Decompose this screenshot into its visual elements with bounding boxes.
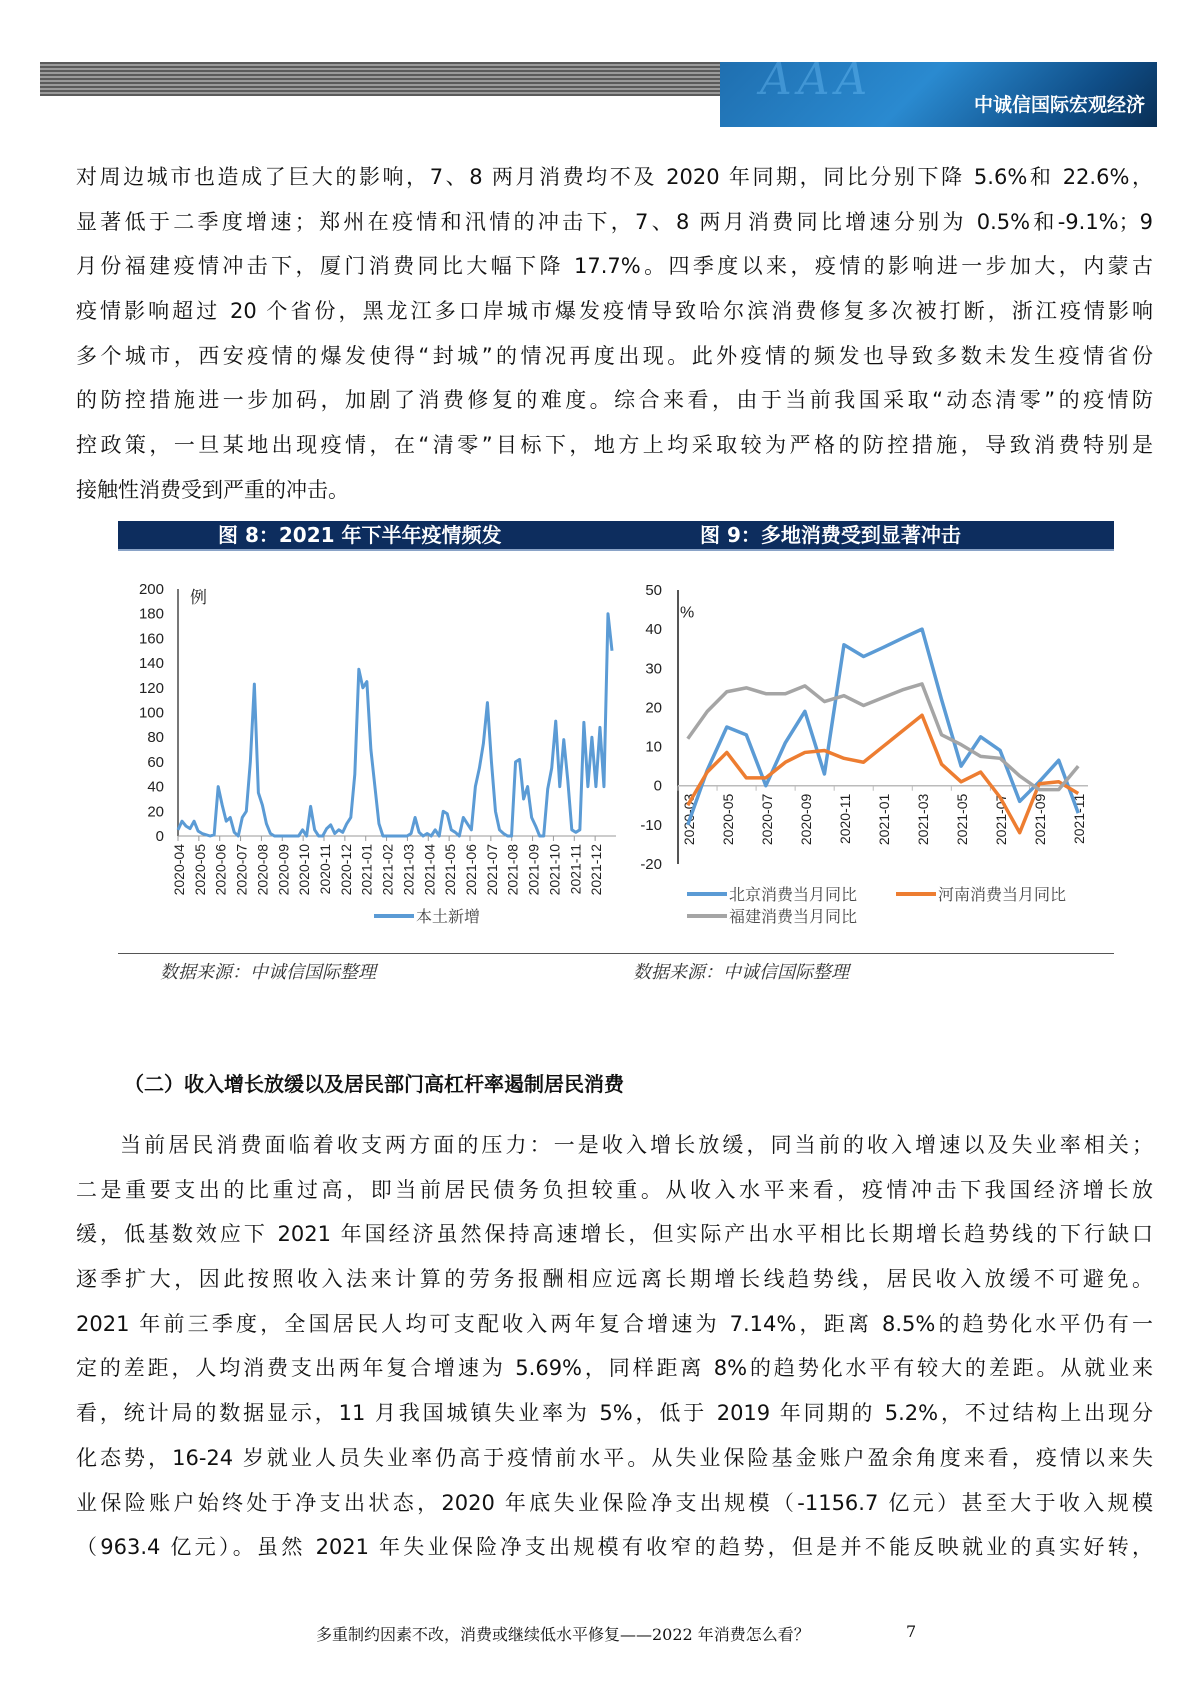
y-tick-label: 0 xyxy=(653,777,662,795)
y-tick-label: 10 xyxy=(645,738,662,756)
y-tick-label: 60 xyxy=(147,753,164,771)
y-tick-label: 20 xyxy=(645,699,662,717)
y-tick-label: 100 xyxy=(138,704,164,722)
figure-9-title: 图 9：多地消费受到显著冲击 xyxy=(700,523,961,547)
figure-8-title: 图 8：2021 年下半年疫情频发 xyxy=(218,523,502,547)
x-tick-label: 2021-07 xyxy=(483,844,500,896)
x-tick-label: 2021-10 xyxy=(546,844,563,896)
x-tick-label: 2021-07 xyxy=(993,793,1010,846)
x-tick-label: 2020-03 xyxy=(680,793,697,846)
figure-8-source: 数据来源：中诚信国际整理 xyxy=(160,962,376,983)
text-line: 月份福建疫情冲击下，厦门消费同比大幅下降 17.7%。四季度以来，疫情的影响进一步加大，内蒙古 xyxy=(76,254,1153,279)
x-tick-label: 2020-04 xyxy=(171,844,187,896)
x-tick-label: 2021-02 xyxy=(379,844,396,896)
x-tick-label: 2020-07 xyxy=(233,844,250,896)
text-line: 的防控措施进一步加码，加剧了消费修复的难度。综合来看，由于当前我国采取“动态清零”的疫情防 xyxy=(76,388,1153,413)
y-tick-label: 40 xyxy=(645,621,662,639)
x-tick-label: 2021-03 xyxy=(915,793,932,846)
text-line: 逐季扩大，因此按照收入法来计算的劳务报酬相应远离长期增长线趋势线，居民收入放缓不可避免。 xyxy=(76,1267,1153,1292)
x-tick-label: 2021-09 xyxy=(1032,793,1049,846)
text-line: 看，统计局的数据显示，11 月我国城镇失业率为 5%，低于 2019 年同期的 5.2%，不过结构上出现分 xyxy=(76,1401,1153,1426)
legend-label: 河南消费当月同比 xyxy=(938,887,1067,904)
text-line: 显著低于二季度增速；郑州在疫情和汛情的冲击下，7、8 两月消费同比增速分别为 0.5%和-9.1%；9 xyxy=(76,209,1153,234)
y-tick-label: 80 xyxy=(147,729,164,747)
legend-label: 本土新增 xyxy=(416,909,481,926)
x-tick-label: 2021-11 xyxy=(1071,793,1088,845)
text-line: 二是重要支出的比重过高，即当前居民债务负担较重。从收入水平来看，疫情冲击下我国经济增长放 xyxy=(76,1177,1153,1202)
y-tick-label: -20 xyxy=(640,856,662,873)
text-line: 疫情影响超过 20 个省份，黑龙江多口岸城市爆发疫情导致哈尔滨消费修复多次被打断，浙江疫情影响 xyxy=(76,299,1153,324)
brand-name: 中诚信国际宏观经济 xyxy=(973,94,1145,116)
x-tick-label: 2020-10 xyxy=(296,844,313,896)
x-tick-label: 2020-07 xyxy=(758,793,775,846)
x-tick-label: 2020-08 xyxy=(254,844,271,896)
figure-9-source: 数据来源：中诚信国际整理 xyxy=(633,962,849,983)
x-tick-label: 2020-09 xyxy=(797,793,814,846)
x-tick-label: 2020-09 xyxy=(275,844,292,896)
x-tick-label: 2021-12 xyxy=(588,844,605,896)
x-tick-label: 2021-04 xyxy=(421,844,438,896)
paragraph-2 xyxy=(76,1123,1153,1570)
text-line: 多个城市，西安疫情的爆发使得“封城”的情况再度出现。此外疫情的频发也导致多数未发生疫情省份 xyxy=(76,343,1153,368)
x-tick-label: 2020-11 xyxy=(317,844,333,895)
y-tick-label: 30 xyxy=(645,660,662,678)
text-line: 接触性消费受到严重的冲击。 xyxy=(76,477,349,502)
banner-decoration: AAA xyxy=(760,62,874,105)
source-divider xyxy=(118,953,1114,954)
y-axis-unit: % xyxy=(680,604,695,622)
text-line: 定的差距，人均消费支出两年复合增速为 5.69%，同样距离 8%的趋势化水平有较大的差距。从就业来 xyxy=(76,1356,1153,1381)
legend-label: 北京消费当月同比 xyxy=(729,887,858,904)
text-line: 2021 年前三季度，全国居民人均可支配收入两年复合增速为 7.14%，距离 8.5%的趋势化水平仍有一 xyxy=(76,1311,1153,1336)
text-line: 业保险账户始终处于净支出状态，2020 年底失业保险净支出规模（-1156.7 亿元）甚至大于收入规模 xyxy=(76,1490,1153,1515)
text-line: 缓，低基数效应下 2021 年国经济虽然保持高速增长，但实际产出水平相比长期增长趋势线的下行缺口 xyxy=(76,1222,1153,1247)
text-line: 控政策，一旦某地出现疫情，在“清零”目标下，地方上均采取较为严格的防控措施，导致消费特别是 xyxy=(76,433,1153,458)
y-tick-label: 160 xyxy=(138,630,164,648)
y-tick-label: 40 xyxy=(147,778,164,796)
x-tick-label: 2021-11 xyxy=(567,844,584,895)
footer-title: 多重制约因素不改，消费或继续低水平修复——2022 年消费怎么看？ xyxy=(316,1625,810,1644)
x-tick-label: 2021-05 xyxy=(442,844,459,896)
y-tick-label: 180 xyxy=(138,605,164,623)
y-tick-label: 50 xyxy=(645,582,662,599)
x-tick-label: 2021-08 xyxy=(504,844,521,896)
legend-label: 福建消费当月同比 xyxy=(729,909,858,926)
y-tick-label: 200 xyxy=(138,581,164,598)
y-tick-label: 120 xyxy=(138,679,164,697)
x-tick-label: 2021-01 xyxy=(876,793,892,846)
y-tick-label: 140 xyxy=(138,655,164,673)
page-number: 7 xyxy=(906,1622,917,1641)
x-tick-label: 2021-06 xyxy=(463,844,479,896)
x-tick-label: 2020-12 xyxy=(337,844,354,896)
x-tick-label: 2021-01 xyxy=(358,844,375,896)
x-tick-label: 2020-05 xyxy=(719,793,736,846)
y-tick-label: 20 xyxy=(147,803,164,821)
x-tick-label: 2021-05 xyxy=(954,793,971,846)
x-tick-label: 2020-05 xyxy=(191,844,208,896)
text-line: 对周边城市也造成了巨大的影响，7、8 两月消费均不及 2020 年同期，同比分别下降 5.6%和 22.6%， xyxy=(76,165,1153,189)
y-axis-unit: 例 xyxy=(190,588,207,607)
y-tick-label: 0 xyxy=(155,828,164,845)
text-line: （963.4 亿元）。虽然 2021 年失业保险净支出规模有收窄的趋势，但是并不能反映就业的真实好转， xyxy=(76,1535,1153,1560)
x-tick-label: 2020-11 xyxy=(836,793,853,845)
text-line: 当前居民消费面临着收支两方面的压力：一是收入增长放缓，同当前的收入增速以及失业率相关； xyxy=(120,1133,1153,1157)
x-tick-label: 2021-09 xyxy=(525,844,542,896)
section-heading: （二）收入增长放缓以及居民部门高杠杆率遏制居民消费 xyxy=(124,1072,624,1096)
x-tick-label: 2021-03 xyxy=(400,844,417,896)
series-line-本土新增 xyxy=(178,614,612,836)
x-tick-label: 2020-06 xyxy=(212,844,229,896)
y-tick-label: -10 xyxy=(640,816,662,834)
text-line: 化态势，16-24 岁就业人员失业率仍高于疫情前水平。从失业保险基金账户盈余角度来看，疫情以来失 xyxy=(76,1445,1153,1470)
